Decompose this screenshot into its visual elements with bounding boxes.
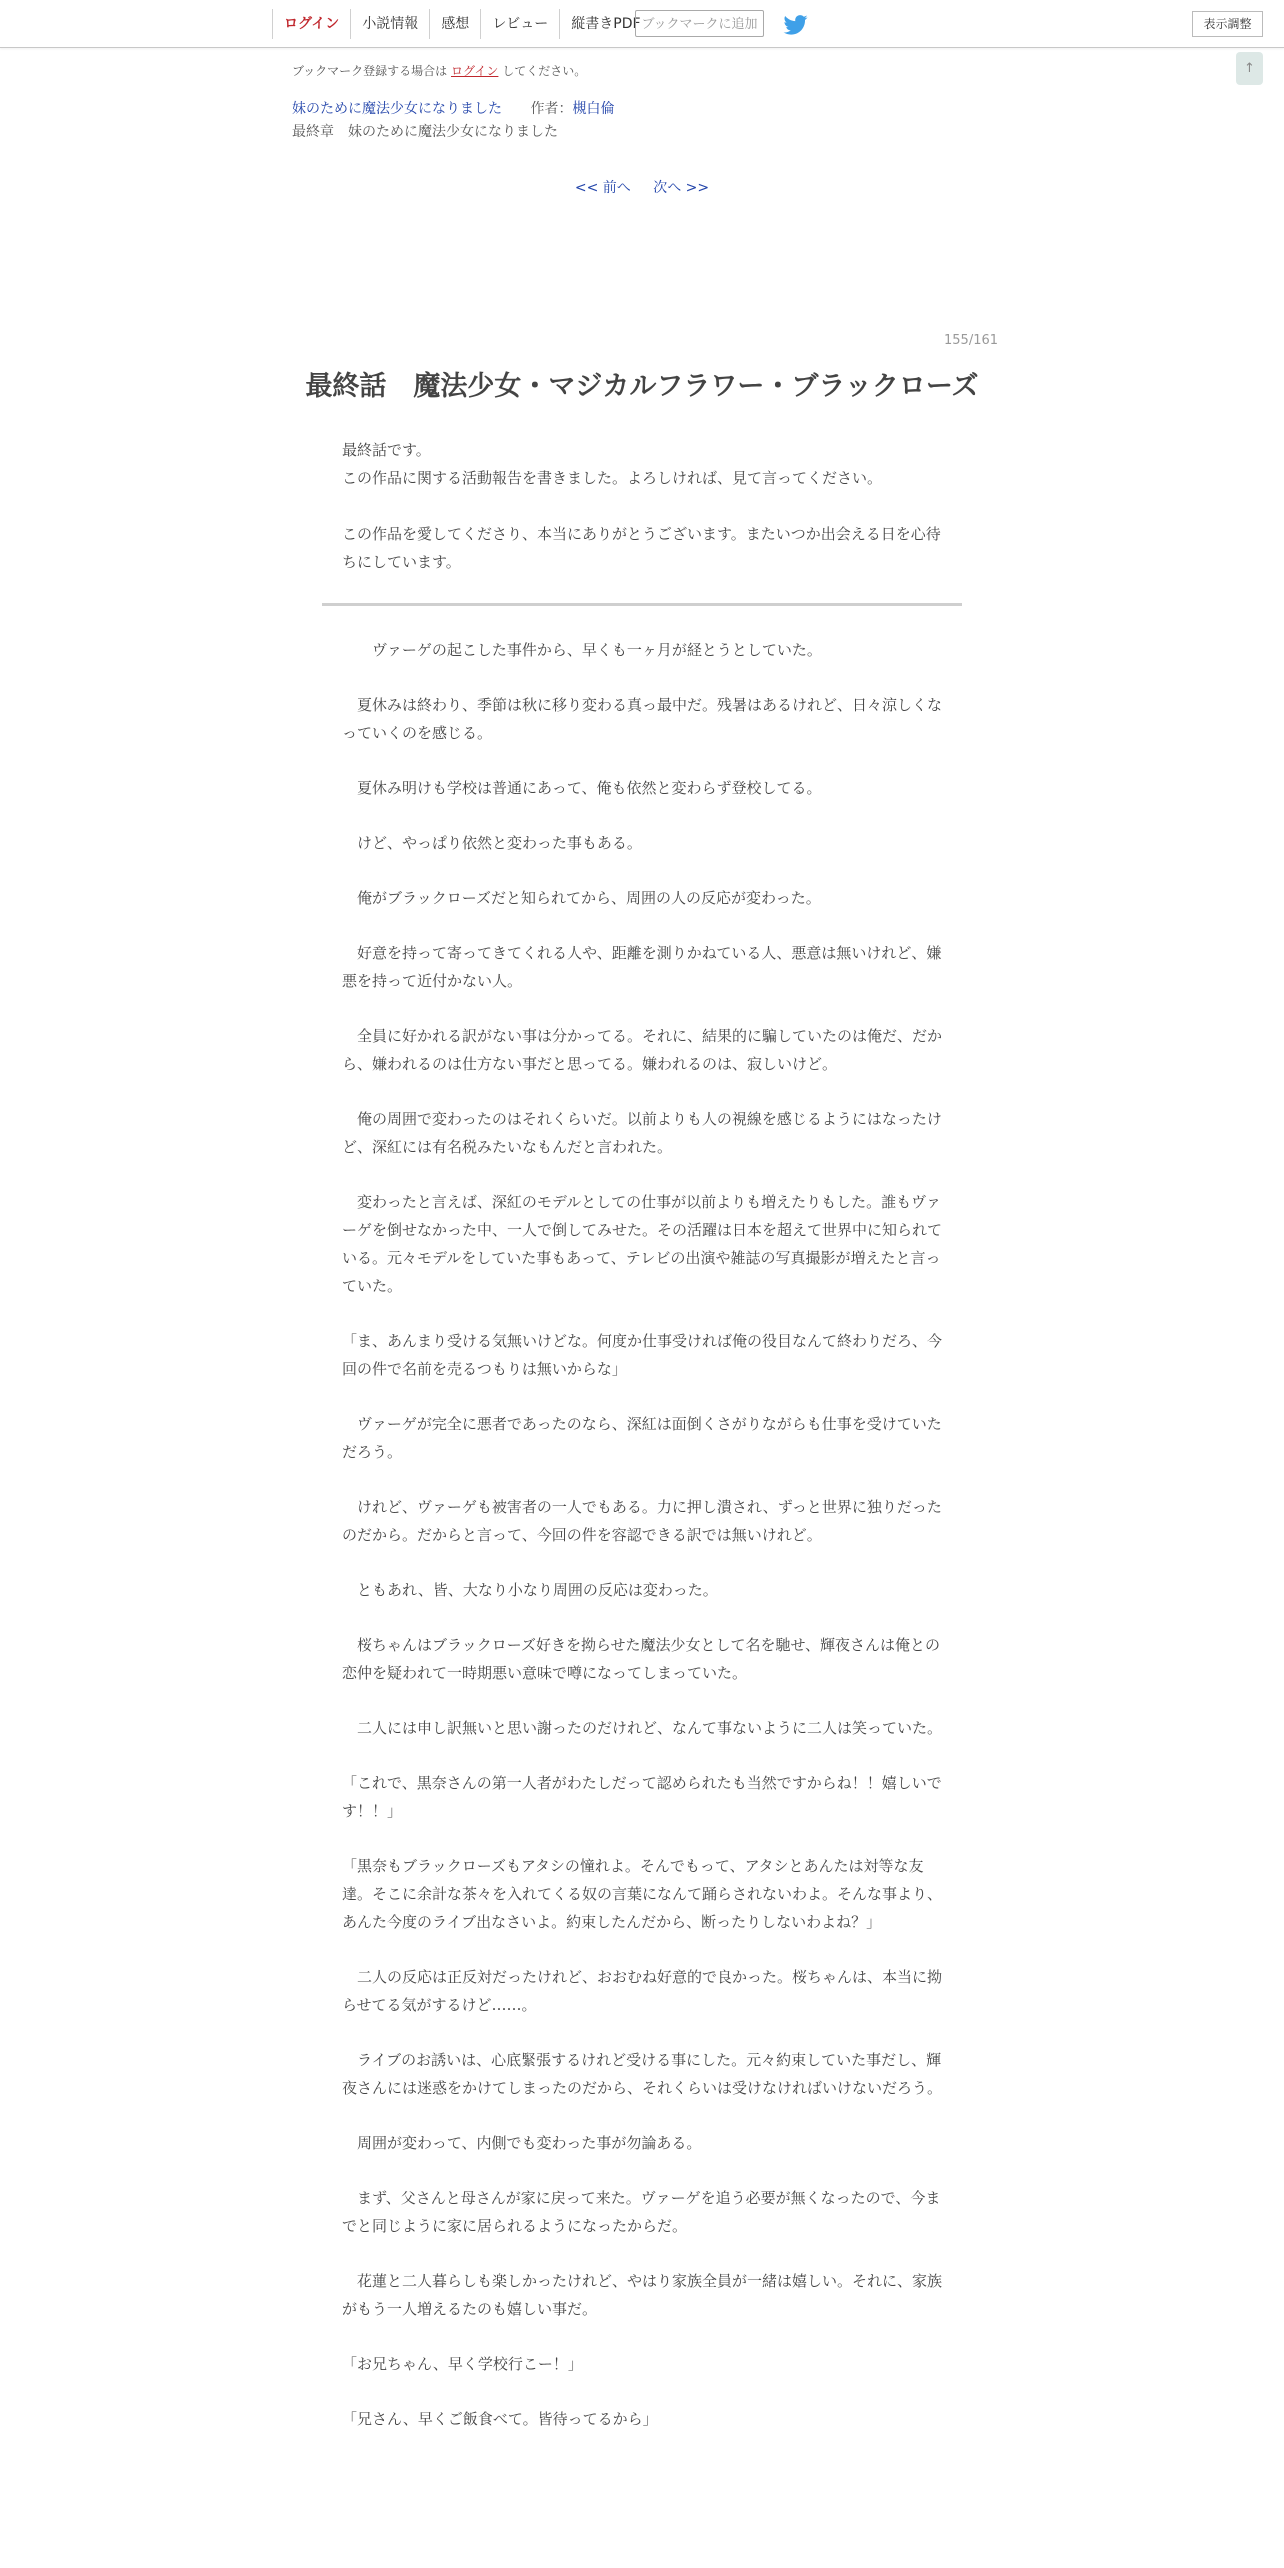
body-paragraph: 好意を持って寄ってきてくれる人や、距離を測りかねている人、悪意は無いけれど、嫌悪を持って近付かない人。 [342,944,942,990]
body-paragraph: まず、父さんと母さんが家に戻って来た。ヴァーゲを追う必要が無くなったので、今までと同じように家に居られるようになったからだ。 [342,2189,941,2235]
body-paragraph: 二人には申し訳無いと思い謝ったのだけれど、なんて事ないように二人は笑っていた。 [342,1719,943,1737]
series-title-link[interactable]: 妹のために魔法少女になりました [292,101,502,117]
preface-separator [322,603,962,606]
body-paragraph: 二人の反応は正反対だったけれど、おおむね好意的で良かった。桜ちゃんは、本当に拗らせてる気がするけど……。 [342,1968,943,2014]
notice-suffix: してください。 [502,64,587,78]
body-paragraph: ともあれ、皆、大なり小なり周囲の反応は変わった。 [342,1581,718,1599]
body-paragraph: 周囲が変わって、内側でも変わった事が勿論ある。 [342,2134,702,2152]
series-info [292,98,614,118]
author-link[interactable]: 槻白倫 [572,101,615,117]
body-paragraph: 「これで、黒奈さんの第一人者がわたしだって認められたも当然ですからね！！嬉しいです！！」 [342,1774,942,1820]
header-bar [0,0,1284,48]
body-paragraph: けれど、ヴァーゲも被害者の一人でもある。力に押し潰され、ずっと世界に独りだったのだから。だからと言って、今回の件を容認できる訳では無いけれど。 [342,1498,942,1544]
preface-line [342,492,942,520]
twitter-icon[interactable] [783,15,808,35]
body-paragraph: ヴァーゲの起こした事件から、早くも一ヶ月が経とうとしていた。 [342,641,822,659]
notice-login-link[interactable]: ログイン [451,64,499,78]
notice-prefix: ブックマーク登録する場合は [292,64,448,78]
preface-line: 最終話です。 [342,441,431,459]
novel-body [342,636,942,2460]
body-paragraph: 夏休みは終わり、季節は秋に移り変わる真っ最中だ。残暑はあるけれど、日々涼しくなっていくのを感じる。 [342,696,943,742]
body-paragraph: 俺の周囲で変わったのはそれくらいだ。以前よりも人の視線を感じるようにはなったけど、深紅には有名税みたいなもんだと言われた。 [342,1110,942,1156]
add-bookmark-button[interactable]: ブックマークに追加 [635,10,764,37]
body-paragraph: 「兄さん、早くご飯食べて。皆待ってるから」 [342,2410,658,2428]
header-nav [272,9,652,39]
body-paragraph: 「お兄ちゃん、早く学校行こー！」 [342,2355,583,2373]
nav-impressions-link[interactable]: 感想 [429,9,480,39]
nav-review-link[interactable]: レビュー [480,9,559,39]
preface-line: この作品に関する活動報告を書きました。よろしければ、見て言ってください。 [342,469,883,487]
nav-novel-info-link[interactable]: 小説情報 [350,9,429,39]
body-paragraph: 変わったと言えば、深紅のモデルとしての仕事が以前よりも増えたりもした。誰もヴァーゲを倒せなかった中、一人で倒してみせた。その活躍は日本を超えて世界中に知られている。元々モデルをしていた事もあって、テレビの出演や雑誌の写真撮影が増えたと言っていた。 [342,1193,943,1295]
body-paragraph: ヴァーゲが完全に悪者であったのなら、深紅は面倒くさがりながらも仕事を受けていただろう。 [342,1415,942,1461]
display-settings-button[interactable]: 表示調整 [1192,11,1263,37]
preface-line: この作品を愛してくださり、本当にありがとうございます。またいつか出会える日を心待ちにしています。 [342,525,941,571]
body-paragraph: けど、やっぱり依然と変わった事もある。 [342,834,642,852]
prev-page-link[interactable]: << 前へ [574,180,631,196]
next-page-link[interactable]: 次へ >> [653,180,710,196]
body-paragraph: 俺がブラックローズだと知られてから、周囲の人の反応が変わった。 [342,889,821,907]
body-paragraph: 全員に好かれる訳がない事は分かってる。それに、結果的に騙していたのは俺だ、だから、嫌われるのは仕方ない事だと思ってる。嫌われるのは、寂しいけど。 [342,1027,943,1073]
scroll-to-top-button[interactable]: ↑ [1236,52,1263,85]
body-paragraph: 桜ちゃんはブラックローズ好きを拗らせた魔法少女として名を馳せ、輝夜さんは俺との恋仲を疑われて一時期悪い意味で噂になってしまっていた。 [342,1636,941,1682]
episode-title: 最終話 魔法少女・マジカルフラワー・ブラックローズ [305,371,979,402]
nav-vertical-pdf-link[interactable]: 縦書きPDF [559,9,651,39]
page-number: 155/161 [944,333,999,348]
author-label: 作者： [530,101,573,117]
body-paragraph: 「ま、あんまり受ける気無いけどな。何度か仕事受ければ俺の役目なんて終わりだろ、今回の件で名前を売るつもりは無いからな」 [342,1332,943,1378]
body-paragraph: 夏休み明けも学校は普通にあって、俺も依然と変わらず登校してる。 [342,779,822,797]
body-paragraph: 「黒奈もブラックローズもアタシの憧れよ。そんでもって、アタシとあんたは対等な友達。そこに余計な茶々を入れてくる奴の言葉になんて踊らされないわよ。そんな事より、あんた今度のライブ出なさいよ。約束したんだから、断ったりしないわよね？」 [342,1857,943,1931]
nav-login-link[interactable]: ログイン [272,9,350,39]
pager-top [0,177,1284,197]
body-paragraph: ライブのお誘いは、心底緊張するけれど受ける事にした。元々約束していた事だし、輝夜さんには迷惑をかけてしまったのだから、それくらいは受けなければいけないだろう。 [342,2051,943,2097]
bookmark-login-notice [292,62,586,79]
preface [342,436,942,576]
body-paragraph: 花蓮と二人暮らしも楽しかったけれど、やはり家族全員が一緒は嬉しい。それに、家族がもう一人増えるたのも嬉しい事だ。 [342,2272,943,2318]
chapter-title: 最終章 妹のために魔法少女になりました [292,124,558,140]
